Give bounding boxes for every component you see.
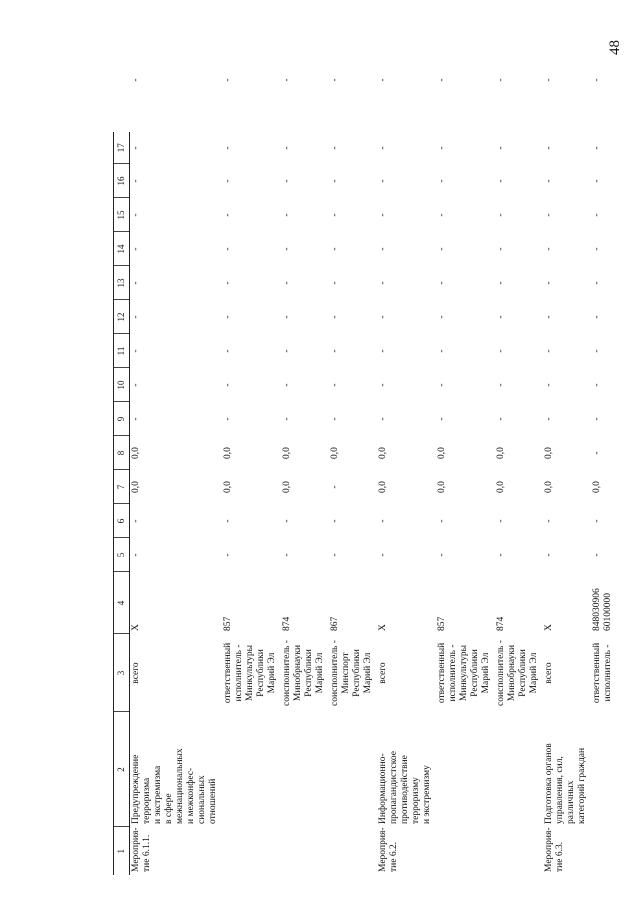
column-header: 10	[114, 368, 130, 402]
value-cell: -	[282, 315, 292, 319]
value-cell: -	[131, 213, 141, 217]
value-cell: -	[378, 213, 388, 217]
value-cell: -	[330, 179, 340, 183]
value-cell: -	[223, 553, 233, 557]
value-cell: -	[496, 519, 506, 523]
value-cell: 0,0	[544, 447, 554, 459]
value-cell: -	[223, 179, 233, 183]
value-cell: -	[437, 519, 447, 523]
value-cell: -	[496, 179, 506, 183]
value-cell: -	[131, 383, 141, 387]
value-cell: -	[282, 519, 292, 523]
value-cell: -	[330, 349, 340, 353]
column-header: 9	[114, 402, 130, 436]
cell-c1	[329, 712, 377, 827]
cell-c2: всего	[378, 662, 388, 684]
cell-c1: Предупреждение терроризма и экстремизма в сфере межнациональных и межконфес- сиональных отношений	[131, 748, 218, 824]
value-cell: -	[223, 281, 233, 285]
value-cell: -	[437, 281, 447, 285]
value-cell: 0,0	[592, 481, 602, 493]
value-cell: -	[130, 78, 141, 82]
table-row	[495, 28, 543, 875]
value-cell: -	[378, 78, 388, 82]
cell-c1	[495, 712, 543, 827]
cell-c1	[591, 712, 617, 827]
value-cell: 0,0	[282, 481, 292, 493]
value-cell: -	[330, 485, 340, 489]
table-row	[543, 28, 591, 875]
value-cell: -	[544, 146, 554, 150]
column-header: 11	[114, 334, 130, 368]
cell-c1	[222, 712, 281, 827]
column-header: 12	[114, 300, 130, 334]
value-cell: -	[496, 553, 506, 557]
value-cell: -	[496, 213, 506, 217]
value-cell: -	[437, 146, 447, 150]
value-cell: -	[330, 213, 340, 217]
value-cell: -	[437, 383, 447, 387]
value-cell: -	[282, 349, 292, 353]
value-cell: -	[131, 281, 141, 285]
value-cell: -	[378, 383, 388, 387]
value-cell: -	[496, 315, 506, 319]
value-cell: -	[330, 247, 340, 251]
value-cell: -	[330, 146, 340, 150]
value-cell: -	[223, 78, 233, 82]
value-cell: -	[378, 519, 388, 523]
column-header: 2	[114, 712, 130, 827]
value-cell: -	[544, 383, 554, 387]
value-cell: -	[544, 78, 554, 82]
cell-c2: ответственный исполнитель - Минкультуры Республики Марий Эл	[437, 642, 491, 704]
cell-c3: 867	[330, 616, 340, 631]
value-cell: -	[496, 247, 506, 251]
value-cell: -	[378, 417, 388, 421]
value-cell: -	[592, 315, 602, 319]
cell-c2: всего	[544, 662, 554, 684]
value-cell: -	[330, 315, 340, 319]
value-cell: -	[282, 146, 292, 150]
value-cell: -	[496, 146, 506, 150]
value-cell: -	[282, 383, 292, 387]
cell-c1: Подготовка органов управления, сил, различных категорий граждан	[544, 743, 587, 824]
value-cell: -	[282, 78, 292, 82]
value-cell: -	[496, 383, 506, 387]
column-header: 13	[114, 266, 130, 300]
value-cell: -	[330, 553, 340, 557]
cell-c3: Х	[544, 624, 554, 631]
cell-c2: соисполнитель - Минобрнауки Республики Марий Эл	[496, 640, 539, 706]
value-cell: -	[378, 247, 388, 251]
cell-c2: ответственный исполнитель - Минкультуры Республики Марий Эл	[223, 642, 277, 704]
value-cell: -	[282, 179, 292, 183]
value-cell: -	[437, 179, 447, 183]
value-cell: -	[378, 553, 388, 557]
value-cell: -	[282, 281, 292, 285]
value-cell: -	[544, 553, 554, 557]
value-cell: -	[592, 78, 602, 82]
column-header: 14	[114, 232, 130, 266]
value-cell: -	[496, 417, 506, 421]
value-cell: -	[544, 247, 554, 251]
value-cell: -	[437, 553, 447, 557]
cell-c0: Мероприя- тие 6.2.	[378, 827, 399, 872]
value-cell: -	[131, 146, 141, 150]
value-cell: 0,0	[496, 447, 506, 459]
cell-c2: ответственный исполнитель -	[592, 642, 613, 704]
value-cell: -	[131, 247, 141, 251]
value-cell: -	[437, 315, 447, 319]
cell-c2: соисполнитель - Минспорт Республики Марий Эл	[330, 640, 373, 706]
value-cell: -	[592, 213, 602, 217]
cell-c3: Х	[131, 624, 141, 631]
value-cell: -	[131, 315, 141, 319]
column-header: 3	[114, 634, 130, 712]
value-cell: -	[544, 281, 554, 285]
column-header: 1	[114, 827, 130, 875]
cell-c3: 857	[437, 616, 447, 631]
value-cell: -	[223, 417, 233, 421]
column-header: 15	[114, 198, 130, 232]
value-cell: -	[592, 553, 602, 557]
value-cell: -	[378, 315, 388, 319]
value-cell: 0,0	[544, 481, 554, 493]
value-cell: -	[437, 213, 447, 217]
cell-c3: 874	[496, 616, 506, 631]
value-cell: -	[496, 78, 506, 82]
cell-c0	[591, 827, 617, 875]
cell-c1: Информационно- пропагандистское противодействие терроризму и экстремизму	[378, 751, 432, 824]
value-cell: -	[223, 519, 233, 523]
value-cell: 0,0	[330, 447, 340, 459]
table-row	[591, 28, 617, 875]
value-cell: -	[282, 247, 292, 251]
value-cell: -	[592, 417, 602, 421]
value-cell: -	[544, 417, 554, 421]
cell-c3: 848030906 60100000	[592, 588, 613, 631]
value-cell: 0,0	[437, 447, 447, 459]
value-cell: -	[282, 213, 292, 217]
table-header-row	[114, 28, 130, 875]
cell-c3: 874	[282, 616, 292, 631]
value-cell: -	[330, 519, 340, 523]
table-row	[436, 28, 495, 875]
value-cell: 0,0	[131, 447, 141, 459]
value-cell: -	[223, 315, 233, 319]
table-row	[130, 28, 223, 875]
cell-c0	[436, 827, 495, 875]
cell-c1	[281, 712, 329, 827]
value-cell: -	[592, 519, 602, 523]
table-row	[329, 28, 377, 875]
cell-c3: Х	[378, 624, 388, 631]
value-cell: -	[544, 315, 554, 319]
value-cell: -	[544, 349, 554, 353]
cell-c2: всего	[131, 662, 141, 684]
value-cell: -	[131, 349, 141, 353]
value-cell: -	[592, 383, 602, 387]
value-cell: -	[437, 78, 447, 82]
value-cell: -	[437, 349, 447, 353]
value-cell: -	[223, 213, 233, 217]
value-cell: -	[592, 247, 602, 251]
column-header: 7	[114, 470, 130, 504]
cell-c0	[281, 827, 329, 875]
value-cell: -	[131, 417, 141, 421]
value-cell: -	[330, 417, 340, 421]
value-cell: 0,0	[282, 447, 292, 459]
value-cell: -	[131, 553, 141, 557]
column-header: 16	[114, 164, 130, 198]
cell-c0: Мероприя- тие 6.1.1.	[131, 827, 152, 872]
value-cell: -	[544, 213, 554, 217]
value-cell: -	[223, 247, 233, 251]
value-cell: -	[544, 179, 554, 183]
cell-c1	[436, 712, 495, 827]
column-header: 8	[114, 436, 130, 470]
cell-c0	[222, 827, 281, 875]
value-cell: -	[496, 349, 506, 353]
value-cell: -	[378, 349, 388, 353]
value-cell: -	[437, 247, 447, 251]
value-cell: -	[378, 179, 388, 183]
value-cell: -	[330, 281, 340, 285]
value-cell: -	[592, 146, 602, 150]
value-cell: -	[223, 349, 233, 353]
cell-c0: Мероприя- тие 6.3.	[544, 827, 565, 872]
column-header: 17	[114, 132, 130, 164]
value-cell: -	[592, 281, 602, 285]
value-cell: -	[592, 179, 602, 183]
value-cell: -	[330, 383, 340, 387]
cell-c0	[329, 827, 377, 875]
cell-c0	[495, 827, 543, 875]
value-cell: 0,0	[223, 447, 233, 459]
value-cell: 0,0	[437, 481, 447, 493]
value-cell: -	[592, 451, 602, 455]
cell-c2: соисполнитель - Минобрнауки Республики Марий Эл	[282, 640, 325, 706]
value-cell: 0,0	[223, 481, 233, 493]
value-cell: -	[592, 349, 602, 353]
value-cell: -	[496, 281, 506, 285]
column-header: 4	[114, 572, 130, 634]
value-cell: 0,0	[378, 481, 388, 493]
value-cell: -	[131, 179, 141, 183]
rotated-page	[113, 28, 632, 875]
value-cell: -	[223, 146, 233, 150]
value-cell: -	[131, 519, 141, 523]
value-cell: 0,0	[496, 481, 506, 493]
table-row	[377, 28, 436, 875]
value-cell: -	[378, 281, 388, 285]
value-cell: -	[282, 417, 292, 421]
value-cell: 0,0	[131, 481, 141, 493]
value-cell: -	[544, 519, 554, 523]
value-cell: -	[437, 417, 447, 421]
page-number: 48	[607, 40, 623, 55]
table-row	[222, 28, 281, 875]
table-row	[281, 28, 329, 875]
column-header: 6	[114, 504, 130, 538]
value-cell: -	[330, 78, 340, 82]
program-table	[113, 28, 617, 875]
value-cell: 0,0	[378, 447, 388, 459]
value-cell: -	[282, 553, 292, 557]
cell-c3: 857	[223, 616, 233, 631]
value-cell: -	[223, 383, 233, 387]
column-header: 5	[114, 538, 130, 572]
value-cell: -	[378, 146, 388, 150]
